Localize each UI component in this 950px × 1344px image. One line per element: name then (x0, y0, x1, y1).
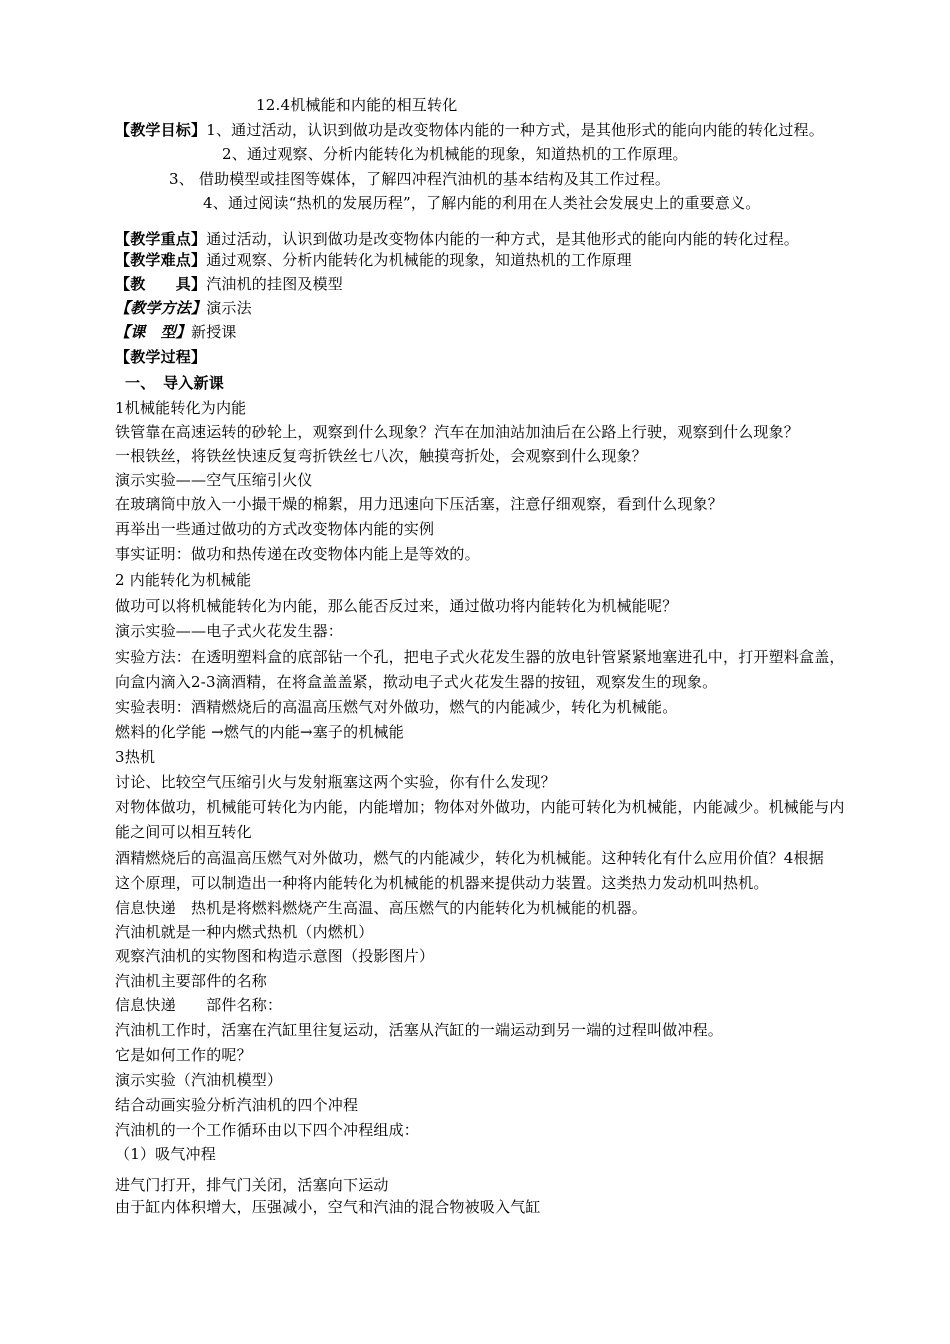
body-line: 铁管靠在高速运转的砂轮上，观察到什么现象？汽车在加油站加油后在公路上行驶，观察到什么现象？ (115, 423, 800, 441)
body-line: 实验表明：酒精燃烧后的高温高压燃气对外做功，燃气的内能减少，转化为机械能。 (115, 698, 678, 716)
body-line: 向盒内滴入2-3滴酒精，在将盒盖盖紧，揿动电子式火花发生器的按钮，观察发生的现象。 (115, 673, 718, 691)
section-heading: 一、 导入新课 (125, 374, 224, 392)
body-line: 1机械能转化为内能 (115, 399, 247, 417)
method-text: 演示法 (206, 299, 252, 317)
method-line (115, 298, 252, 318)
body-line: （1）吸气冲程 (115, 1145, 216, 1163)
tools-line (115, 274, 343, 294)
focus-label: 【教学重点】 (115, 230, 207, 248)
type-label: 【课 型】 (115, 323, 192, 341)
body-line: 做功可以将机械能转化为内能，那么能否反过来，通过做功将内能转化为机械能呢？ (115, 597, 678, 615)
body-line: 结合动画实验分析汽油机的四个冲程 (115, 1096, 359, 1114)
body-line: 酒精燃烧后的高温高压燃气对外做功，燃气的内能减少，转化为机械能。这种转化有什么应用价值？4根据 (115, 849, 824, 867)
type-line (115, 322, 237, 342)
document-title: 12.4机械能和内能的相互转化 (256, 96, 458, 114)
objective-1: 1、通过活动，认识到做功是改变物体内能的一种方式，是其他形式的能向内能的转化过程。 (206, 121, 824, 139)
difficulty-line (115, 250, 632, 270)
body-line: 讨论、比较空气压缩引火与发射瓶塞这两个实验，你有什么发现？ (115, 773, 556, 791)
body-line: 汽油机主要部件的名称 (115, 972, 268, 990)
difficulty-label: 【教学难点】 (115, 251, 207, 269)
objectives-label: 【教学目标】 (115, 121, 207, 139)
body-line: 对物体做功，机械能可转化为内能，内能增加；物体对外做功，内能可转化为机械能，内能减少。机械能与内 (115, 798, 845, 816)
focus-text: 通过活动，认识到做功是改变物体内能的一种方式，是其他形式的能向内能的转化过程。 (206, 230, 800, 248)
body-line: 进气门打开，排气门关闭，活塞向下运动 (115, 1176, 389, 1194)
body-line: 汽油机工作时，活塞在汽缸里往复运动，活塞从汽缸的一端运动到另一端的过程叫做冲程。 (115, 1021, 724, 1039)
tools-label: 【教 具】 (115, 275, 207, 293)
tools-text: 汽油机的挂图及模型 (206, 275, 344, 293)
objective-2: 2、通过观察、分析内能转化为机械能的现象，知道热机的工作原理。 (222, 145, 688, 163)
body-line: 信息快递 热机是将燃料燃烧产生高温、高压燃气的内能转化为机械能的机器。 (115, 899, 648, 917)
body-line: 实验方法：在透明塑料盒的底部钻一个孔，把电子式火花发生器的放电针管紧紧地塞进孔中，打开塑料盒盖， (115, 648, 845, 666)
difficulty-text: 通过观察、分析内能转化为机械能的现象，知道热机的工作原理 (206, 251, 632, 269)
body-line: 信息快递 部件名称： (115, 996, 283, 1014)
body-line: 能之间可以相互转化 (115, 823, 252, 841)
method-label: 【教学方法】 (115, 299, 207, 317)
body-line: 再举出一些通过做功的方式改变物体内能的实例 (115, 520, 435, 538)
body-line: 由于缸内体积增大，压强减小，空气和汽油的混合物被吸入气缸 (115, 1198, 541, 1216)
body-line: 演示实验——电子式火花发生器： (115, 622, 344, 640)
focus-line (115, 229, 799, 249)
body-line: 在玻璃筒中放入一小撮干燥的棉絮，用力迅速向下压活塞，注意仔细观察，看到什么现象？ (115, 495, 724, 513)
body-line: 汽油机就是一种内燃式热机（内燃机） (115, 923, 374, 941)
body-line: 演示实验——空气压缩引火仪 (115, 471, 313, 489)
body-line: 汽油机的一个工作循环由以下四个冲程组成： (115, 1121, 420, 1139)
objectives-line-1 (115, 120, 824, 140)
body-line: 3热机 (115, 748, 156, 766)
process-label: 【教学过程】 (115, 348, 207, 366)
body-line: 燃料的化学能 →燃气的内能→塞子的机械能 (115, 723, 404, 741)
type-text: 新授课 (191, 323, 237, 341)
body-line: 2 内能转化为机械能 (115, 571, 252, 589)
body-line: 演示实验（汽油机模型） (115, 1071, 283, 1089)
body-line: 事实证明：做功和热传递在改变物体内能上是等效的。 (115, 545, 480, 563)
body-line: 一根铁丝，将铁丝快速反复弯折铁丝七八次，触摸弯折处，会观察到什么现象？ (115, 447, 648, 465)
objective-4: 4、通过阅读“热机的发展历程”，了解内能的利用在人类社会发展史上的重要意义。 (203, 194, 761, 212)
body-line: 观察汽油机的实物图和构造示意图（投影图片） (115, 947, 435, 965)
body-line: 这个原理，可以制造出一种将内能转化为机械能的机器来提供动力装置。这类热力发动机叫热机。 (115, 874, 769, 892)
objective-3: 3、 借助模型或挂图等媒体，了解四冲程汽油机的基本结构及其工作过程。 (169, 170, 671, 188)
body-line: 它是如何工作的呢？ (115, 1046, 252, 1064)
